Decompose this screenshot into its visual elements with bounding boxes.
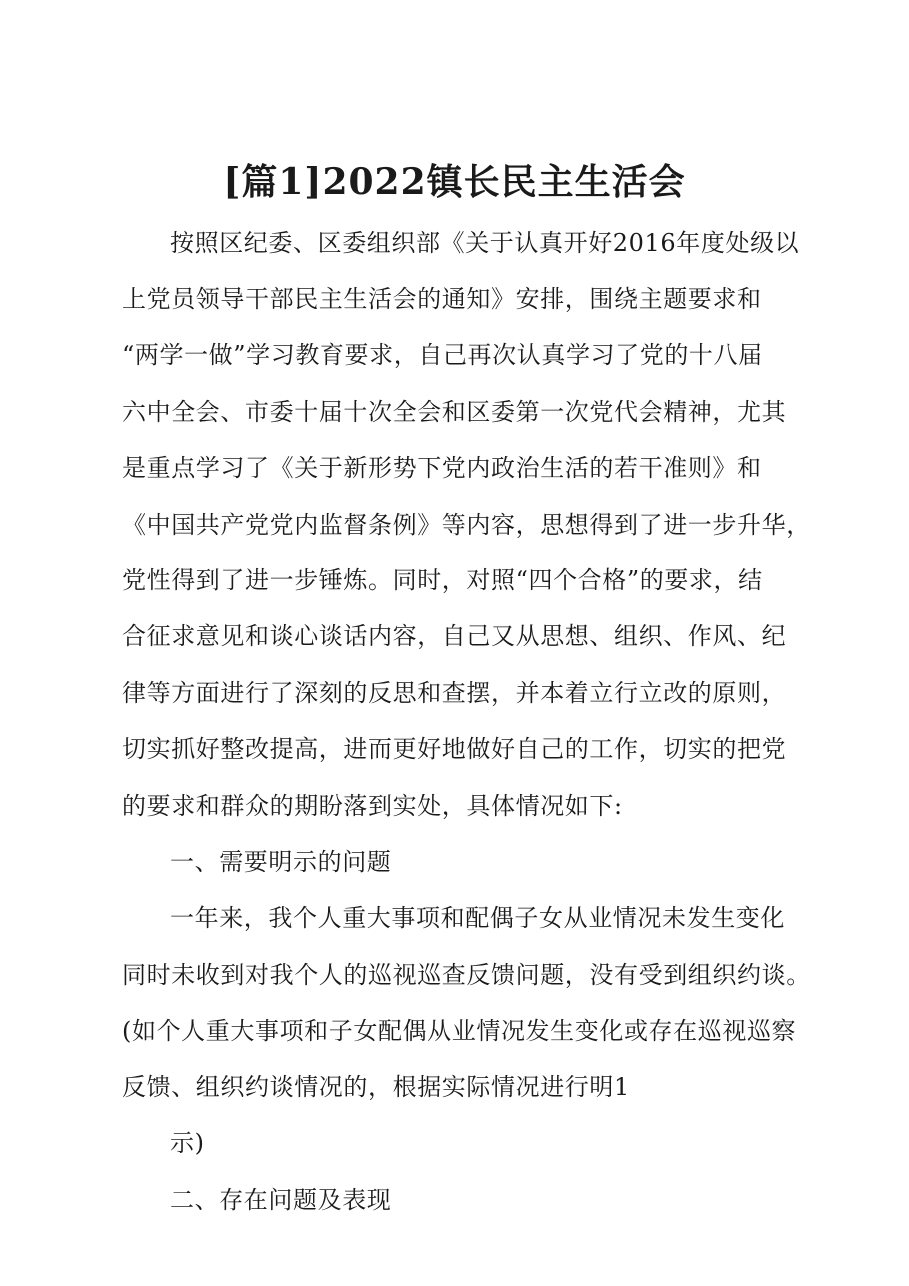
paragraph-line: 切实抓好整改提高，进而更好地做好自己的工作，切实的把党 bbox=[122, 735, 787, 763]
paragraph-line: 的要求和群众的期盼落到实处，具体情况如下: bbox=[122, 792, 623, 820]
paragraph-line: 一年来，我个人重大事项和配偶子女从业情况未发生变化 bbox=[170, 904, 785, 932]
paragraph-line: 反馈、组织约谈情况的，根据实际情况进行明1 bbox=[122, 1073, 630, 1101]
paragraph-line: 党性得到了进一步锤炼。同时，对照“四个合格”的要求，结 bbox=[122, 566, 763, 594]
paragraph-line: 同时未收到对我个人的巡视巡查反馈问题，没有受到组织约谈。 bbox=[122, 961, 811, 989]
section-heading: 一、需要明示的问题 bbox=[170, 848, 392, 876]
page-title: [篇1]2022镇长民主生活会 bbox=[223, 161, 686, 203]
paragraph-line: 《中国共产党党内监督条例》等内容，思想得到了进一步升华， bbox=[122, 511, 811, 539]
paragraph-line: 上党员领导干部民主生活会的通知》安排，围绕主题要求和 bbox=[122, 285, 762, 313]
paragraph-line: 是重点学习了《关于新形势下党内政治生活的若干准则》和 bbox=[122, 454, 762, 482]
section-heading: 二、存在问题及表现 bbox=[170, 1186, 392, 1214]
paragraph-line: (如个人重大事项和子女配偶从业情况发生变化或存在巡视巡察 bbox=[122, 1017, 797, 1045]
paragraph-line: 示) bbox=[170, 1129, 205, 1157]
paragraph-line: 律等方面进行了深刻的反思和查摆，并本着立行立改的原则， bbox=[122, 679, 787, 707]
paragraph-line: 六中全会、市委十届十次全会和区委第一次党代会精神，尤其 bbox=[122, 398, 787, 426]
paragraph-line: 按照区纪委、区委组织部《关于认真开好2016年度处级以 bbox=[170, 229, 800, 257]
paragraph-line: “两学一做”学习教育要求，自己再次认真学习了党的十八届 bbox=[122, 341, 763, 369]
paragraph-line: 合征求意见和谈心谈话内容，自己又从思想、组织、作风、纪 bbox=[122, 622, 787, 650]
